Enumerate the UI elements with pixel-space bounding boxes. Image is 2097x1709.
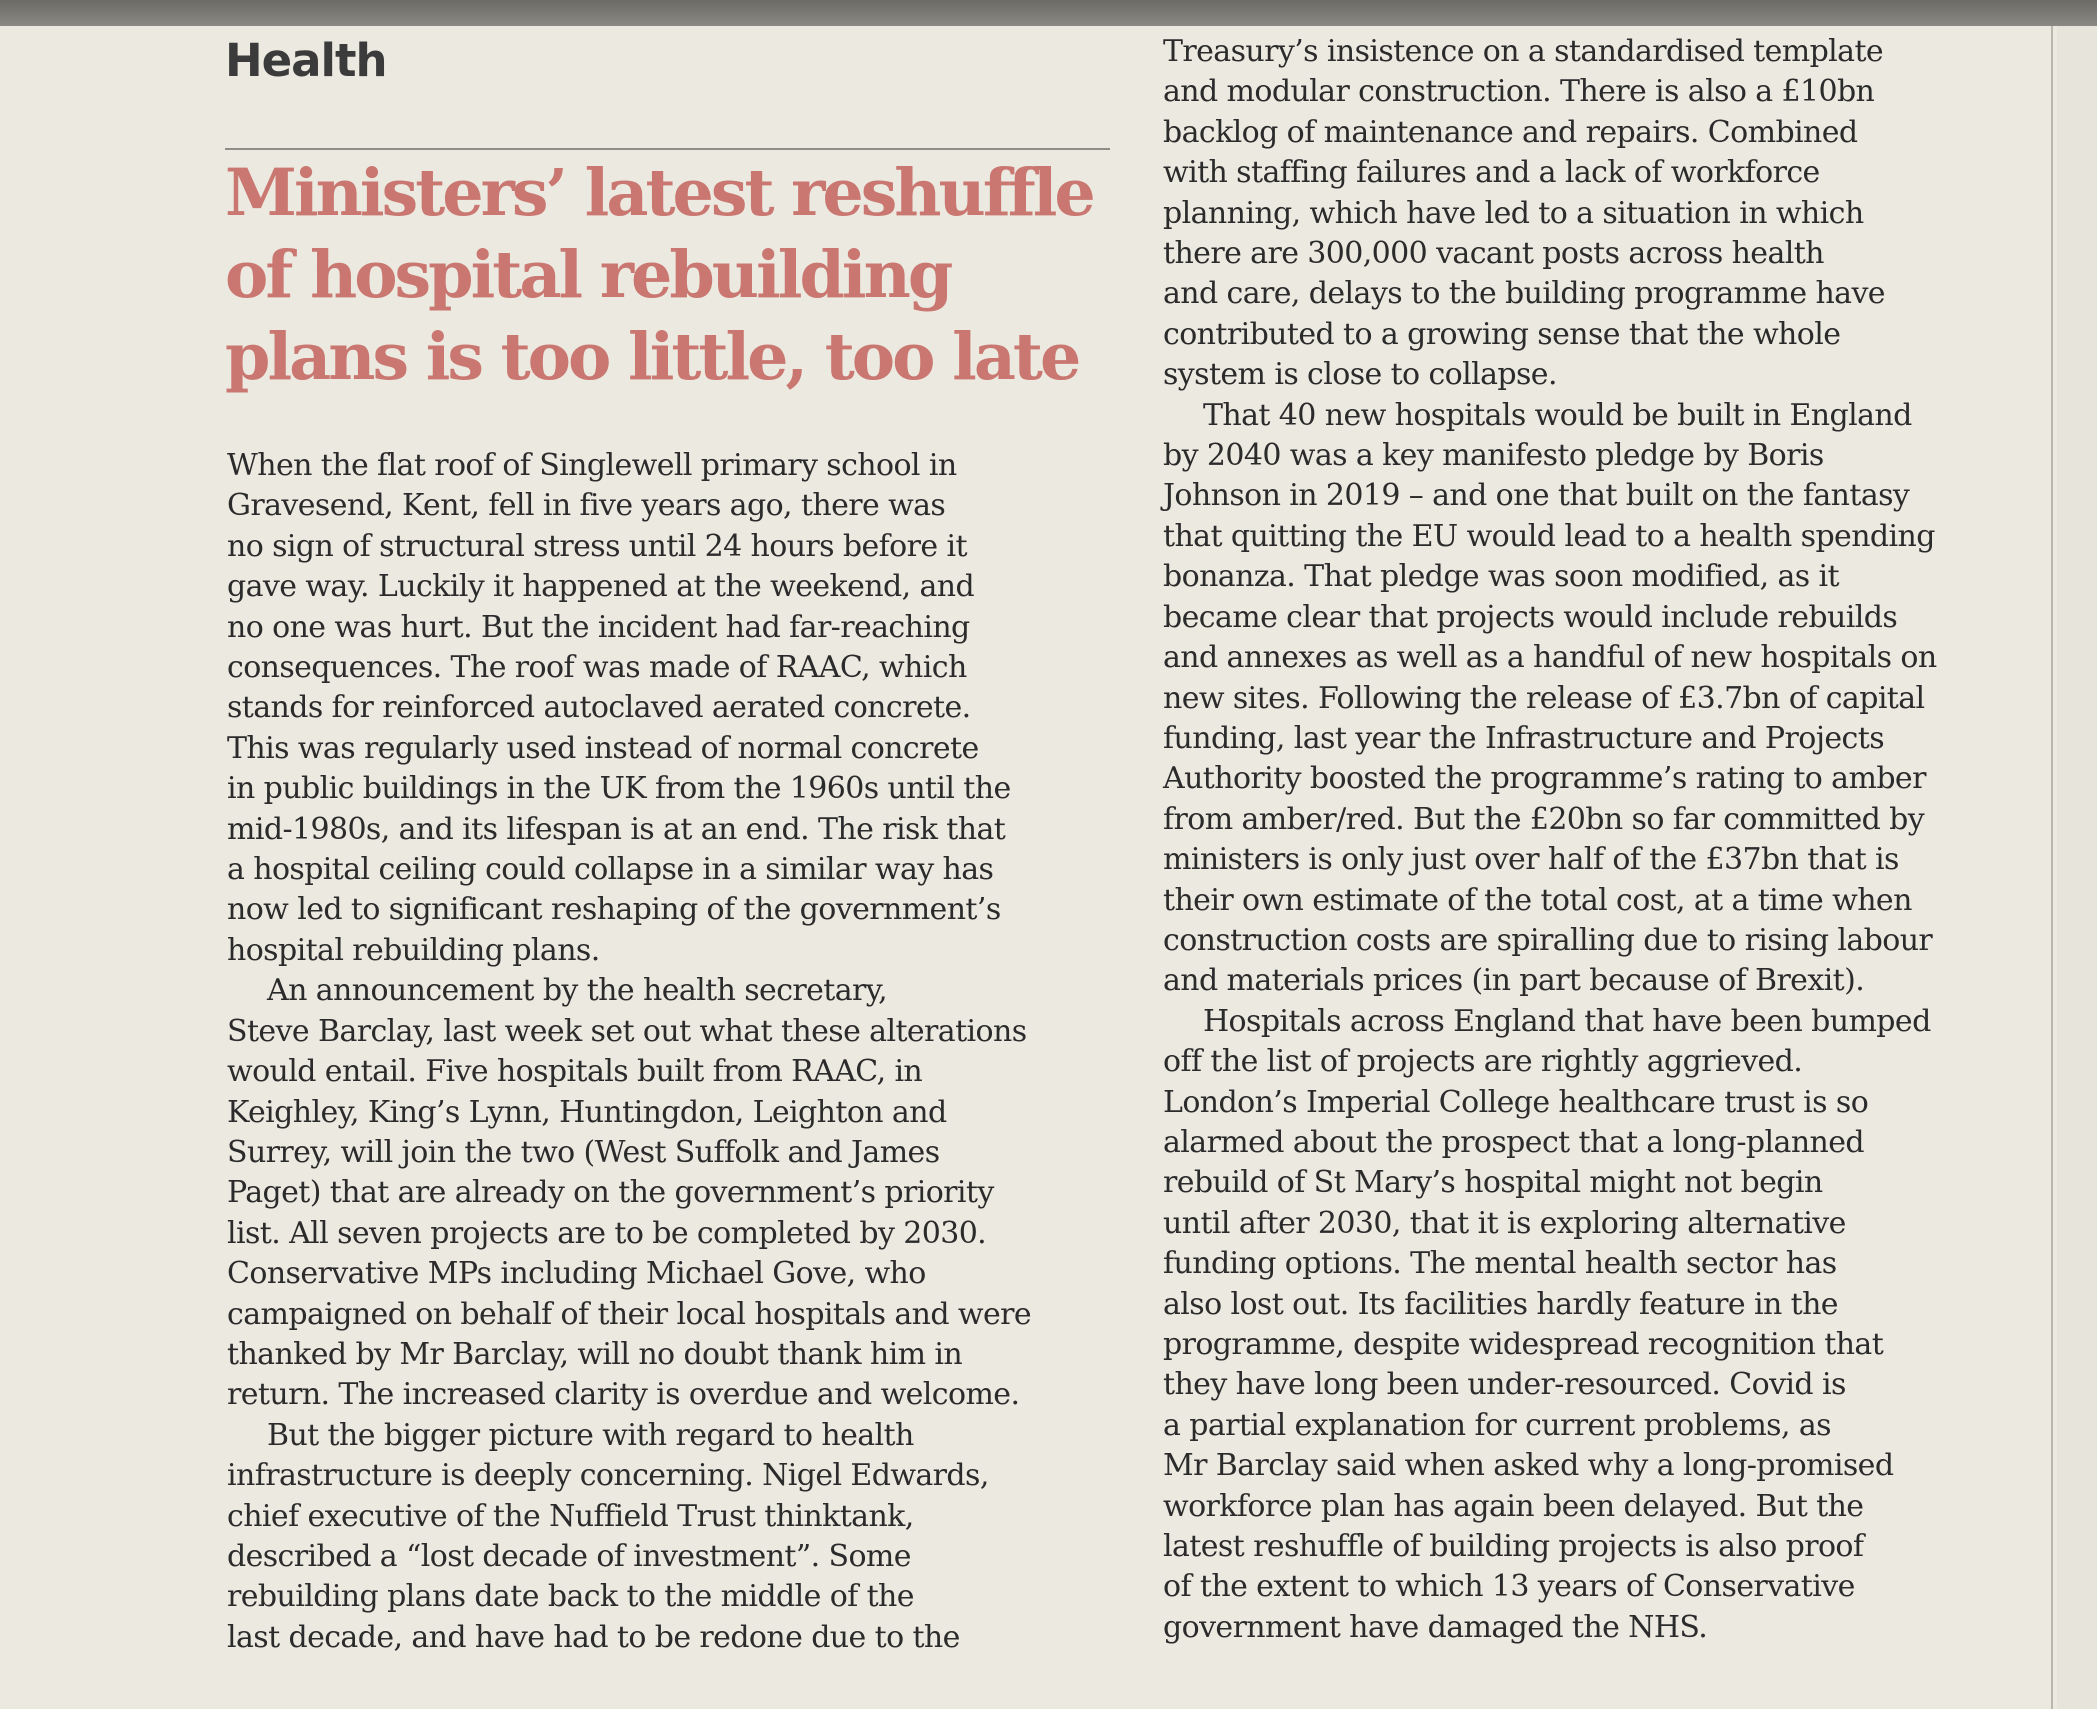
article-paragraph [1163,32,2023,396]
article-line: that quitting the EU would lead to a health spending [1163,518,1935,554]
article-line: Authority boosted the programme’s rating to amber [1163,761,1926,797]
article-line: no sign of structural stress until 24 hours before it [227,528,967,564]
article-paragraph [227,446,1127,971]
article-line: workforce plan has again been delayed. But the [1163,1488,1864,1524]
article-line: return. The increased clarity is overdue and welcome. [227,1377,1020,1413]
article-line: government have damaged the NHS. [1163,1609,1708,1645]
article-line: This was regularly used instead of normal concrete [227,730,979,766]
article-line: Johnson in 2019 – and one that built on the fantasy [1163,478,1910,514]
article-line: bonanza. That pledge was soon modified, as it [1163,559,1839,595]
article-line: When the flat roof of Singlewell primary school in [227,448,957,483]
headline-line: plans is too little, too late [225,319,1079,395]
scan-top-border [0,0,2097,26]
article-line: London’s Imperial College healthcare trust is so [1163,1084,1869,1120]
article-line: no one was hurt. But the incident had far-reaching [227,609,970,645]
article-line: became clear that projects would include rebuilds [1163,599,1898,635]
article-line: and annexes as well as a handful of new hospitals on [1163,640,1937,676]
article-line: construction costs are spiralling due to rising labour [1163,922,1933,958]
article-paragraph [1163,396,2023,1002]
article-line: new sites. Following the release of £3.7bn of capital [1163,680,1925,716]
page-fold-line [2051,26,2053,1709]
article-line: Mr Barclay said when asked why a long-promised [1163,1448,1894,1484]
article-column-left [227,446,1127,1658]
article-line: Conservative MPs including Michael Gove, who [227,1256,926,1292]
article-line: last decade, and have had to be redone due to the [227,1619,960,1655]
article-paragraph [227,971,1127,1415]
article-line: a partial explanation for current problems, as [1163,1407,1831,1443]
article-line: ministers is only just over half of the £37bn that is [1163,842,1899,878]
article-line: contributed to a growing sense that the whole [1163,316,1841,352]
article-line: Paget) that are already on the government’s priority [227,1175,994,1211]
article-line: Keighley, King’s Lynn, Huntingdon, Leighton and [227,1094,947,1130]
article-line: there are 300,000 vacant posts across health [1163,236,1824,272]
article-line: and materials prices (in part because of Brexit). [1163,963,1865,999]
article-line: Steve Barclay, last week set out what these alterations [227,1013,1027,1049]
article-line: described a “lost decade of investment”. Some [227,1538,911,1574]
article-line: That 40 new hospitals would be built in England [1203,397,1912,433]
article-line: a hospital ceiling could collapse in a similar way has [227,852,994,888]
article-line: chief executive of the Nuffield Trust thinktank, [227,1498,914,1534]
article-line: consequences. The roof was made of RAAC, which [227,650,967,686]
article-line: But the bigger picture with regard to health [267,1417,914,1453]
article-line: and modular construction. There is also a £10bn [1163,74,1875,110]
article-line: in public buildings in the UK from the 1960s until the [227,771,1011,807]
article-line: backlog of maintenance and repairs. Combined [1163,114,1858,150]
article-line: rebuild of St Mary’s hospital might not begin [1163,1165,1823,1201]
article-paragraph [1163,1002,2023,1649]
article-line: funding, last year the Infrastructure and Projects [1163,720,1885,756]
article-line: mid-1980s, and its lifespan is at an end. The risk that [227,811,1006,847]
article-line: Gravesend, Kent, fell in five years ago, there was [227,488,946,524]
article-line: rebuilding plans date back to the middle of the [227,1579,914,1615]
article-line: they have long been under-resourced. Covid is [1163,1367,1846,1403]
headline [225,152,1125,398]
article-line: and care, delays to the building programme have [1163,276,1885,312]
article-line: campaigned on behalf of their local hospitals and were [227,1296,1032,1332]
article-line: Hospitals across England that have been bumped [1203,1003,1931,1039]
headline-rule [225,148,1110,150]
article-line: with staffing failures and a lack of workforce [1163,155,1820,191]
article-line: latest reshuffle of building projects is also proof [1163,1529,1864,1565]
article-line: thanked by Mr Barclay, will no doubt thank him in [227,1336,963,1372]
headline-line: of hospital rebuilding [225,237,951,313]
article-line: their own estimate of the total cost, at a time when [1163,882,1912,918]
article-line: from amber/red. But the £20bn so far committed by [1163,801,1925,837]
article-line: stands for reinforced autoclaved aerated concrete. [227,690,971,726]
article-line: also lost out. Its facilities hardly feature in the [1163,1286,1838,1322]
section-label: Health [225,34,387,87]
article-line: programme, despite widespread recognition that [1163,1327,1884,1362]
page-edge [2057,26,2097,1709]
article-line: planning, which have led to a situation in which [1163,195,1864,231]
article-line: until after 2030, that it is exploring alternative [1163,1205,1846,1241]
article-line: funding options. The mental health sector has [1163,1246,1837,1282]
article-line: off the list of projects are rightly aggrieved. [1163,1044,1803,1080]
article-line: alarmed about the prospect that a long-planned [1163,1124,1865,1160]
article-line: hospital rebuilding plans. [227,932,600,968]
article-paragraph [227,1416,1127,1658]
article-column-right [1163,32,2023,1648]
article-line: Surrey, will join the two (West Suffolk and James [227,1134,940,1170]
article-line: by 2040 was a key manifesto pledge by Boris [1163,438,1824,474]
article-line: infrastructure is deeply concerning. Nigel Edwards, [227,1458,989,1494]
article-line: of the extent to which 13 years of Conservative [1163,1569,1855,1605]
article-line: Treasury’s insistence on a standardised template [1163,34,1884,69]
article-line: system is close to collapse. [1163,357,1557,393]
headline-line: Ministers’ latest reshuffle [225,155,1093,231]
article-line: now led to significant reshaping of the government’s [227,892,1001,928]
article-line: gave way. Luckily it happened at the weekend, and [227,569,975,605]
article-line: would entail. Five hospitals built from RAAC, in [227,1054,923,1090]
article-line: list. All seven projects are to be completed by 2030. [227,1215,987,1251]
article-line: An announcement by the health secretary, [267,973,888,1009]
